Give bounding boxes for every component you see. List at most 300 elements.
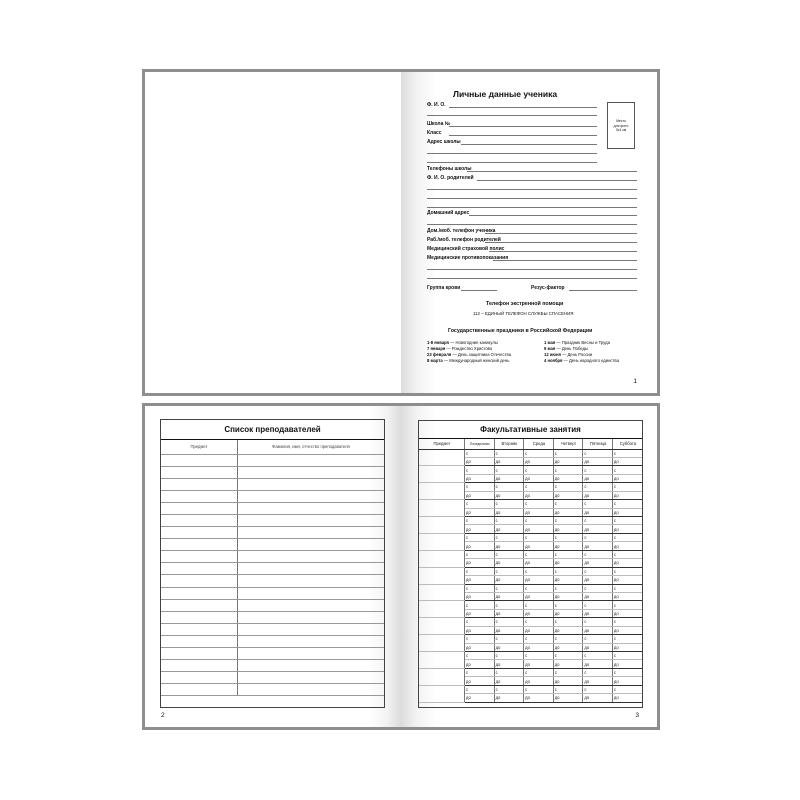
time-to-cell[interactable]: до (553, 474, 583, 482)
time-from-cell[interactable]: с (524, 517, 554, 525)
subject-cell[interactable] (419, 466, 465, 483)
time-from-cell[interactable]: с (494, 550, 524, 558)
time-to-cell[interactable]: до (553, 643, 583, 651)
field-line[interactable] (467, 171, 637, 172)
subject-cell[interactable] (419, 533, 465, 550)
time-to-cell[interactable]: до (524, 677, 554, 685)
time-from-cell[interactable]: с (612, 668, 642, 676)
time-to-cell[interactable]: до (612, 508, 642, 516)
time-from-cell[interactable]: с (524, 500, 554, 508)
teacher-name-cell[interactable] (238, 514, 385, 526)
subject-cell[interactable] (419, 601, 465, 618)
teacher-name-cell[interactable] (238, 599, 385, 611)
subject-cell[interactable] (419, 584, 465, 601)
time-from-cell[interactable]: с (524, 652, 554, 660)
time-to-cell[interactable]: до (494, 525, 524, 533)
electives-page (401, 406, 657, 727)
field-line[interactable] (461, 144, 597, 145)
subject-cell[interactable] (161, 478, 238, 490)
subject-cell[interactable] (161, 684, 238, 696)
table-row (419, 601, 642, 609)
time-from-cell[interactable]: с (465, 668, 495, 676)
subject-cell[interactable] (419, 618, 465, 635)
time-from-cell[interactable]: с (524, 466, 554, 474)
time-to-cell[interactable]: до (524, 525, 554, 533)
time-to-cell[interactable]: до (524, 542, 554, 550)
time-to-cell[interactable]: до (612, 677, 642, 685)
teacher-name-cell[interactable] (238, 648, 385, 660)
time-from-cell[interactable]: с (465, 618, 495, 626)
time-from-cell[interactable]: с (553, 466, 583, 474)
time-from-cell[interactable]: с (553, 652, 583, 660)
time-to-cell[interactable]: до (583, 525, 613, 533)
time-to-cell[interactable]: до (553, 457, 583, 465)
time-from-cell[interactable]: с (553, 550, 583, 558)
time-from-cell[interactable]: с (494, 685, 524, 693)
table-row (419, 550, 642, 558)
subject-cell[interactable] (419, 652, 465, 669)
time-from-cell[interactable]: с (612, 517, 642, 525)
time-to-cell[interactable]: до (553, 694, 583, 702)
time-from-cell[interactable]: с (494, 500, 524, 508)
time-from-cell[interactable]: с (524, 550, 554, 558)
time-to-cell[interactable]: до (553, 559, 583, 567)
time-to-cell[interactable]: до (553, 626, 583, 634)
time-to-cell[interactable]: до (494, 677, 524, 685)
teacher-name-cell[interactable] (238, 551, 385, 563)
time-to-cell[interactable]: до (583, 474, 613, 482)
time-to-cell[interactable]: до (612, 626, 642, 634)
time-from-cell[interactable]: с (494, 449, 524, 457)
subject-cell[interactable] (419, 635, 465, 652)
teacher-name-cell[interactable] (238, 660, 385, 672)
table-row (161, 635, 384, 647)
time-to-cell[interactable]: до (494, 609, 524, 617)
time-from-cell[interactable]: с (583, 517, 613, 525)
electives-table-frame (418, 420, 643, 708)
time-from-cell[interactable]: с (612, 652, 642, 660)
time-from-cell[interactable]: с (612, 685, 642, 693)
table-row (161, 672, 384, 684)
time-from-cell[interactable]: с (524, 668, 554, 676)
field-line[interactable] (493, 260, 637, 261)
time-from-cell[interactable]: с (583, 533, 613, 541)
time-to-cell[interactable]: до (553, 542, 583, 550)
subject-cell[interactable] (419, 517, 465, 534)
time-from-cell[interactable]: с (553, 500, 583, 508)
time-to-cell[interactable]: до (524, 559, 554, 567)
field-label: Школа № (427, 121, 451, 127)
day-column-header: Суббота (612, 439, 642, 449)
time-to-cell[interactable]: до (494, 542, 524, 550)
time-to-cell[interactable]: до (465, 609, 495, 617)
time-to-cell[interactable]: до (583, 576, 613, 584)
time-to-cell[interactable]: до (583, 626, 613, 634)
photo-line: Место (616, 119, 626, 123)
table-row (419, 449, 642, 457)
time-from-cell[interactable]: с (494, 533, 524, 541)
time-from-cell[interactable]: с (465, 449, 495, 457)
field-line[interactable] (427, 207, 637, 208)
time-to-cell[interactable]: до (524, 609, 554, 617)
subject-cell[interactable] (419, 685, 465, 702)
table-row (161, 514, 384, 526)
time-from-cell[interactable]: с (612, 466, 642, 474)
time-to-cell[interactable]: до (494, 491, 524, 499)
field-label: Домашний адрес (427, 210, 470, 216)
holiday-item: 4 ноября — День народного единства (544, 358, 619, 363)
time-from-cell[interactable]: с (494, 567, 524, 575)
time-to-cell[interactable]: до (553, 491, 583, 499)
teacher-name-cell[interactable] (238, 623, 385, 635)
time-from-cell[interactable]: с (583, 483, 613, 491)
time-from-cell[interactable]: с (612, 635, 642, 643)
subject-cell[interactable] (419, 550, 465, 567)
time-from-cell[interactable]: с (553, 449, 583, 457)
field-line[interactable] (489, 251, 637, 252)
time-from-cell[interactable]: с (583, 466, 613, 474)
time-from-cell[interactable]: с (553, 483, 583, 491)
time-to-cell[interactable]: до (465, 525, 495, 533)
time-to-cell[interactable]: до (524, 694, 554, 702)
time-to-cell[interactable]: до (612, 643, 642, 651)
time-from-cell[interactable]: с (583, 618, 613, 626)
time-to-cell[interactable]: до (612, 559, 642, 567)
time-to-cell[interactable]: до (553, 508, 583, 516)
teacher-name-cell[interactable] (238, 478, 385, 490)
time-to-cell[interactable]: до (612, 592, 642, 600)
time-to-cell[interactable]: до (494, 474, 524, 482)
time-from-cell[interactable]: с (524, 635, 554, 643)
teacher-name-cell[interactable] (238, 611, 385, 623)
subject-cell[interactable] (161, 660, 238, 672)
time-to-cell[interactable]: до (612, 694, 642, 702)
time-to-cell[interactable]: до (583, 457, 613, 465)
time-to-cell[interactable]: до (524, 626, 554, 634)
teacher-name-cell[interactable] (238, 539, 385, 551)
time-from-cell[interactable]: с (583, 685, 613, 693)
column-header: Предмет (419, 439, 465, 449)
teachers-page (145, 406, 401, 727)
time-to-cell[interactable]: до (465, 559, 495, 567)
time-to-cell[interactable]: до (494, 592, 524, 600)
subject-cell[interactable] (161, 599, 238, 611)
time-to-cell[interactable]: до (465, 457, 495, 465)
time-from-cell[interactable]: с (465, 567, 495, 575)
time-to-cell[interactable]: до (612, 576, 642, 584)
teacher-name-cell[interactable] (238, 684, 385, 696)
time-to-cell[interactable]: до (612, 525, 642, 533)
teacher-name-cell[interactable] (238, 563, 385, 575)
time-to-cell[interactable]: до (524, 643, 554, 651)
table-row (161, 684, 384, 696)
table-row (161, 454, 384, 466)
time-from-cell[interactable]: с (583, 668, 613, 676)
column-header: Фамилия, имя, отчество преподавателя (238, 440, 385, 454)
time-to-cell[interactable]: до (494, 643, 524, 651)
time-from-cell[interactable]: с (524, 601, 554, 609)
time-from-cell[interactable]: с (494, 652, 524, 660)
time-from-cell[interactable]: с (524, 685, 554, 693)
teachers-header-row (161, 440, 384, 454)
field-label: Раб./моб. телефон родителей (427, 237, 501, 243)
time-from-cell[interactable]: с (553, 635, 583, 643)
table-row (161, 502, 384, 514)
time-to-cell[interactable]: до (524, 491, 554, 499)
subject-cell[interactable] (161, 648, 238, 660)
time-from-cell[interactable]: с (494, 668, 524, 676)
time-to-cell[interactable]: до (524, 474, 554, 482)
time-to-cell[interactable]: до (465, 542, 495, 550)
time-to-cell[interactable]: до (465, 643, 495, 651)
field-line[interactable] (427, 278, 637, 279)
time-from-cell[interactable]: с (494, 483, 524, 491)
time-from-cell[interactable]: с (524, 449, 554, 457)
field-line[interactable] (427, 162, 597, 163)
time-to-cell[interactable]: до (465, 592, 495, 600)
time-from-cell[interactable]: с (612, 601, 642, 609)
time-from-cell[interactable]: с (612, 618, 642, 626)
time-from-cell[interactable]: с (465, 483, 495, 491)
time-from-cell[interactable]: с (583, 601, 613, 609)
table-row (161, 563, 384, 575)
time-to-cell[interactable]: до (465, 677, 495, 685)
time-to-cell[interactable]: до (494, 626, 524, 634)
subject-cell[interactable] (161, 575, 238, 587)
subject-cell[interactable] (161, 551, 238, 563)
field-label: Ф. И. О. (427, 102, 446, 108)
time-from-cell[interactable]: с (583, 584, 613, 592)
time-to-cell[interactable]: до (583, 542, 613, 550)
table-row (419, 533, 642, 541)
time-to-cell[interactable]: до (612, 542, 642, 550)
subject-cell[interactable] (161, 527, 238, 539)
table-row (161, 611, 384, 623)
time-from-cell[interactable]: с (583, 500, 613, 508)
time-from-cell[interactable]: с (583, 652, 613, 660)
subject-cell[interactable] (161, 502, 238, 514)
field-line[interactable] (427, 198, 637, 199)
time-to-cell[interactable]: до (583, 609, 613, 617)
time-from-cell[interactable]: с (465, 635, 495, 643)
time-from-cell[interactable]: с (612, 533, 642, 541)
teacher-name-cell[interactable] (238, 527, 385, 539)
table-row (419, 584, 642, 592)
subject-cell[interactable] (419, 500, 465, 517)
time-to-cell[interactable]: до (465, 474, 495, 482)
time-to-cell[interactable]: до (524, 576, 554, 584)
time-from-cell[interactable]: с (524, 618, 554, 626)
time-from-cell[interactable]: с (465, 533, 495, 541)
field-label: Медицинские противопоказания (427, 255, 509, 261)
time-from-cell[interactable]: с (553, 618, 583, 626)
subject-cell[interactable] (161, 635, 238, 647)
time-from-cell[interactable]: с (583, 550, 613, 558)
time-to-cell[interactable]: до (583, 592, 613, 600)
time-from-cell[interactable]: с (465, 652, 495, 660)
subject-cell[interactable] (419, 483, 465, 500)
time-to-cell[interactable]: до (494, 559, 524, 567)
time-from-cell[interactable]: с (494, 584, 524, 592)
holiday-item: 7 января — Рождество Христово (427, 346, 493, 351)
table-row (161, 623, 384, 635)
time-to-cell[interactable]: до (612, 609, 642, 617)
time-from-cell[interactable]: с (524, 584, 554, 592)
table-row (161, 660, 384, 672)
teacher-name-cell[interactable] (238, 587, 385, 599)
time-from-cell[interactable]: с (465, 466, 495, 474)
teacher-name-cell[interactable] (238, 575, 385, 587)
time-from-cell[interactable]: с (553, 517, 583, 525)
time-to-cell[interactable]: до (524, 457, 554, 465)
electives-title: Факультативные занятия (419, 421, 642, 439)
time-from-cell[interactable]: с (465, 685, 495, 693)
teacher-name-cell[interactable] (238, 635, 385, 647)
time-to-cell[interactable]: до (612, 491, 642, 499)
blood-type-label: Группа крови (427, 285, 461, 291)
time-from-cell[interactable]: с (612, 500, 642, 508)
time-from-cell[interactable]: с (465, 584, 495, 592)
subject-cell[interactable] (161, 587, 238, 599)
time-from-cell[interactable]: с (553, 533, 583, 541)
field-line[interactable] (485, 242, 637, 243)
personal-data-title: Личные данные ученика (453, 89, 558, 99)
time-from-cell[interactable]: с (553, 685, 583, 693)
field-label: Телефоны школы (427, 166, 472, 172)
time-to-cell[interactable]: до (612, 457, 642, 465)
time-from-cell[interactable]: с (583, 567, 613, 575)
time-from-cell[interactable]: с (494, 601, 524, 609)
subject-cell[interactable] (161, 514, 238, 526)
time-to-cell[interactable]: до (553, 576, 583, 584)
field-line[interactable] (427, 115, 597, 116)
subject-cell[interactable] (161, 490, 238, 502)
photo-placeholder (607, 102, 635, 149)
time-from-cell[interactable]: с (465, 500, 495, 508)
time-from-cell[interactable]: с (612, 550, 642, 558)
time-to-cell[interactable]: до (583, 660, 613, 668)
teacher-name-cell[interactable] (238, 672, 385, 684)
blood-type-line (461, 290, 497, 291)
field-line[interactable] (427, 224, 637, 225)
time-from-cell[interactable]: с (494, 517, 524, 525)
time-to-cell[interactable]: до (465, 626, 495, 634)
rhesus-label: Резус-фактор (531, 285, 565, 291)
time-to-cell[interactable]: до (553, 677, 583, 685)
subject-cell[interactable] (161, 563, 238, 575)
time-to-cell[interactable]: до (494, 694, 524, 702)
teacher-name-cell[interactable] (238, 466, 385, 478)
time-to-cell[interactable]: до (583, 508, 613, 516)
time-to-cell[interactable]: до (465, 694, 495, 702)
table-row (419, 517, 642, 525)
time-from-cell[interactable]: с (524, 567, 554, 575)
time-from-cell[interactable]: с (494, 618, 524, 626)
time-from-cell[interactable]: с (494, 635, 524, 643)
subject-cell[interactable] (161, 539, 238, 551)
subject-cell[interactable] (419, 449, 465, 466)
field-line[interactable] (449, 135, 597, 136)
time-to-cell[interactable]: до (465, 491, 495, 499)
page-number: 3 (635, 712, 639, 719)
time-to-cell[interactable]: до (612, 660, 642, 668)
time-to-cell[interactable]: до (494, 576, 524, 584)
page-number: 2 (161, 712, 165, 719)
subject-cell[interactable] (161, 466, 238, 478)
field-line[interactable] (469, 215, 637, 216)
time-to-cell[interactable]: до (583, 694, 613, 702)
field-line[interactable] (427, 189, 637, 190)
table-row (161, 575, 384, 587)
emergency-line: 112 – ЕДИНЫЙ ТЕЛЕФОН СЛУЖБЫ СПАСЕНИЯ (473, 311, 574, 316)
time-from-cell[interactable]: с (465, 517, 495, 525)
time-to-cell[interactable]: до (524, 660, 554, 668)
time-to-cell[interactable]: до (583, 677, 613, 685)
field-line[interactable] (427, 269, 637, 270)
time-from-cell[interactable]: с (465, 550, 495, 558)
field-line[interactable] (449, 126, 597, 127)
field-line[interactable] (449, 107, 597, 108)
subject-cell[interactable] (161, 623, 238, 635)
field-line[interactable] (485, 233, 637, 234)
time-from-cell[interactable]: с (553, 567, 583, 575)
time-to-cell[interactable]: до (583, 491, 613, 499)
teacher-name-cell[interactable] (238, 454, 385, 466)
day-column-header: Среда (524, 439, 554, 449)
time-from-cell[interactable]: с (465, 601, 495, 609)
time-from-cell[interactable]: с (612, 584, 642, 592)
subject-cell[interactable] (419, 567, 465, 584)
teacher-name-cell[interactable] (238, 502, 385, 514)
time-from-cell[interactable]: с (612, 483, 642, 491)
time-to-cell[interactable]: до (494, 660, 524, 668)
time-from-cell[interactable]: с (553, 584, 583, 592)
subject-cell[interactable] (161, 611, 238, 623)
subject-cell[interactable] (161, 454, 238, 466)
teacher-name-cell[interactable] (238, 490, 385, 502)
subject-cell[interactable] (161, 672, 238, 684)
time-to-cell[interactable]: до (553, 592, 583, 600)
time-to-cell[interactable]: до (583, 643, 613, 651)
time-from-cell[interactable]: с (553, 601, 583, 609)
time-to-cell[interactable]: до (553, 525, 583, 533)
time-from-cell[interactable]: с (524, 483, 554, 491)
table-row (161, 478, 384, 490)
time-to-cell[interactable]: до (583, 559, 613, 567)
time-from-cell[interactable]: с (583, 449, 613, 457)
time-from-cell[interactable]: с (553, 668, 583, 676)
time-to-cell[interactable]: до (465, 660, 495, 668)
time-from-cell[interactable]: с (494, 466, 524, 474)
field-line[interactable] (477, 180, 637, 181)
time-from-cell[interactable]: с (583, 635, 613, 643)
time-to-cell[interactable]: до (553, 609, 583, 617)
time-to-cell[interactable]: до (612, 474, 642, 482)
time-from-cell[interactable]: с (612, 449, 642, 457)
time-to-cell[interactable]: до (465, 508, 495, 516)
subject-cell[interactable] (419, 668, 465, 685)
time-from-cell[interactable]: с (524, 533, 554, 541)
time-from-cell[interactable]: с (612, 567, 642, 575)
time-to-cell[interactable]: до (524, 508, 554, 516)
time-to-cell[interactable]: до (494, 508, 524, 516)
field-line[interactable] (427, 153, 597, 154)
teachers-title: Список преподавателей (161, 420, 384, 440)
time-to-cell[interactable]: до (465, 576, 495, 584)
time-to-cell[interactable]: до (553, 660, 583, 668)
time-to-cell[interactable]: до (494, 457, 524, 465)
time-to-cell[interactable]: до (524, 592, 554, 600)
